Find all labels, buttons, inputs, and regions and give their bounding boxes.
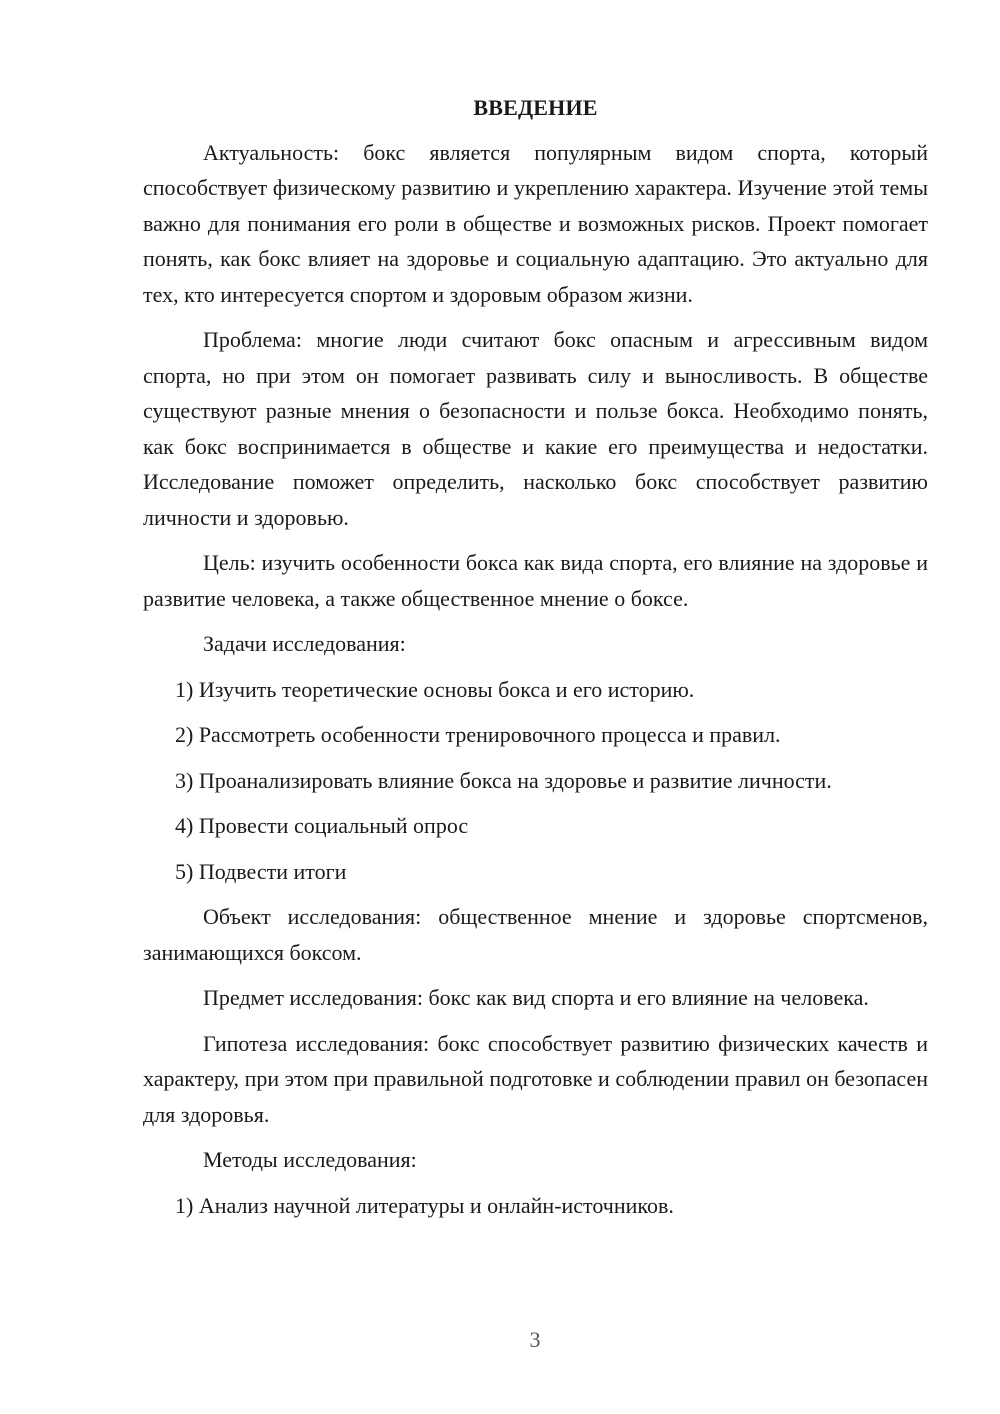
relevance-paragraph: Актуальность: бокс является популярным видом спорта, который способствует физическому развитию и укреплению характера. Изучение этой темы важно для понимания его роли в обществе и возможных рисков. Проект помогает понять, как бокс влияет на здоровье и социальную адаптацию. Это актуально для тех, кто интересуется спортом и здоровым образом жизни. [143, 139, 928, 307]
document-page [143, 90, 928, 1233]
task-item-3: 3) Проанализировать влияние бокса на здоровье и развитие личности. [175, 767, 832, 793]
tasks-label: Задачи исследования: [203, 631, 406, 656]
page-number: 3 [529, 1327, 541, 1352]
hypothesis-paragraph: Гипотеза исследования: бокс способствует развитию физических качеств и характеру, при этом при правильной подготовке и соблюдении правил он безопасен для здоровья. [143, 1030, 928, 1127]
problem-paragraph: Проблема: многие люди считают бокс опасным и агрессивным видом спорта, но при этом он помогает развивать силу и выносливость. В обществе существуют разные мнения о безопасности и пользе бокса. Необходимо понять, как бокс воспринимается в обществе и какие его преимущества и недостатки. Исследование поможет определить, насколько бокс способствует развитию личности и здоровью. [143, 327, 928, 530]
method-item-1: 1) Анализ научной литературы и онлайн-источников. [175, 1192, 674, 1218]
section-heading: ВВЕДЕНИЕ [473, 95, 598, 120]
methods-label: Методы исследования: [203, 1147, 417, 1172]
task-item-1: 1) Изучить теоретические основы бокса и его историю. [175, 676, 695, 702]
task-item-2: 2) Рассмотреть особенности тренировочного процесса и правил. [175, 722, 781, 747]
tasks-list [143, 672, 928, 890]
subject-paragraph: Предмет исследования: бокс как вид спорта и его влияние на человека. [203, 985, 869, 1010]
object-paragraph: Объект исследования: общественное мнение и здоровье спортсменов, занимающихся боксом. [143, 904, 928, 965]
methods-list [143, 1188, 928, 1224]
task-item-4: 4) Провести социальный опрос [175, 813, 469, 838]
goal-paragraph: Цель: изучить особенности бокса как вида спорта, его влияние на здоровье и развитие человека, а также общественное мнение о боксе. [143, 550, 928, 611]
task-item-5: 5) Подвести итоги [175, 858, 347, 884]
